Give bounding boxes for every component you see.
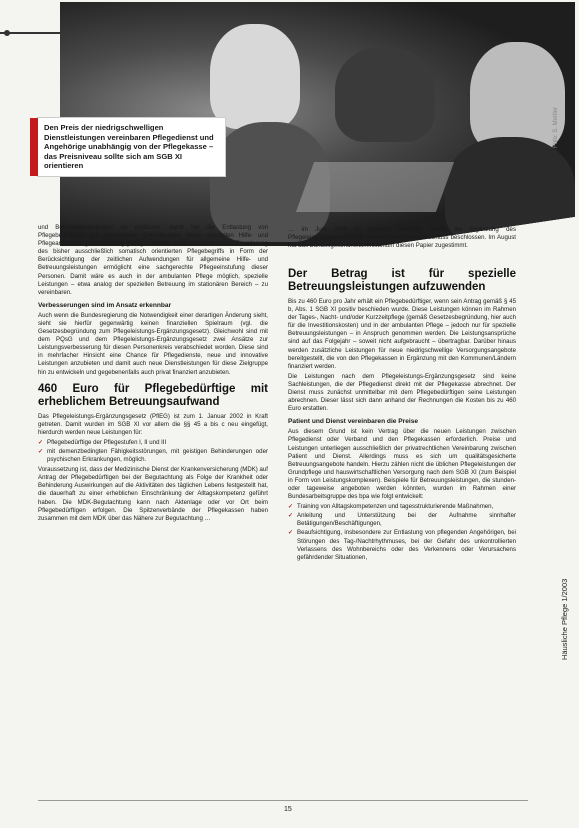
right-paragraph-3: Aus diesem Grund ist kein Vertrag über die neuen Leistungen zwischen Pflegedienst oder Verband und den Pflegekassen erforderlich. Preise und Leistungen unterliegen ausschließlich der privatrechtlichen Vereinbarung zwischen Patient und Dienst. Allerdings muss es sich um qualitätsgesicherte Betreuungsangebote handeln. Hierzu zählen nicht die üblichen Pflegeleistungen der Grundpflege und hauswirtschaftlichen Versorgung nach dem SGB XI (zum Beispiel in Form von Leistungskomplexen). Beispiele für Betreuungsleistungen, die stunden- oder tageweise angeboten werden könnten, wurden im Rahmen einer Bundesarbeitsgruppe des bpa wie folgt entwickelt: bbox=[288, 428, 516, 501]
list-item bbox=[288, 512, 516, 528]
right-column-top bbox=[288, 226, 516, 252]
right-column bbox=[288, 262, 516, 564]
right-subheading: Patient und Dienst vereinbaren die Preise bbox=[288, 418, 419, 426]
right-bullet-list bbox=[288, 503, 516, 562]
footer-rule bbox=[38, 800, 528, 801]
list-item bbox=[38, 439, 268, 447]
photo-person-3 bbox=[470, 42, 565, 152]
list-item bbox=[288, 529, 516, 561]
left-column bbox=[38, 224, 268, 525]
photo-person-2 bbox=[335, 47, 435, 142]
list-item-text: Pflegebedürftige der Pflegestufen I, II und III bbox=[47, 438, 167, 446]
right-paragraph-2: Die Leistungen nach dem Pflegeleistungs-Ergänzungsgesetz sind keine Sachleistungen, die der Pflegedienst direkt mit der Pflegekasse abrechnet. Der Dienst muss zunächst unmittelbar mit dem Pflegebedürftigen seine Leistungen abrechnen. Dieser lässt sich dann anhand der Rechnungen die Kosten bis zu 460 Euro erstatten. bbox=[288, 372, 516, 413]
page-number: 15 bbox=[284, 806, 292, 813]
list-item bbox=[38, 448, 268, 464]
list-item-text: Training von Alltagskompetenzen und tagesstrukturierende Maßnahmen, bbox=[297, 503, 494, 511]
right-paragraph-1: Bis zu 460 Euro pro Jahr erhält ein Pflegebedürftiger, wenn sein Antrag gemäß § 45 b, Abs. 1 SGB XI positiv beschieden wurde. Diese Leistungen können im Rahmen der Tages-, Nacht- und/oder Kurzzeitpflege (gemäß Gesetzesbegründung, hier auch für die Investitionskosten) und in der ambulanten Pflege – jedoch nur für spezielle Betreuungsleistungen – in Anspruch genommen werden. Die Leistungsansprüche sind auf das Folgejahr – soweit nicht aufgebraucht – übertragbar. Darüber hinaus werden zusätzliche Leistungen für neue niedrigschwellige Versorgungsangebote bereitgestellt, die von den Pflegekassen in Ergänzung mit den Kommunen/Ländern finanziert werden. bbox=[288, 298, 516, 370]
photo-person-1 bbox=[210, 24, 300, 129]
left-paragraph-1: Das Pflegeleistungs-Ergänzungsgesetz (PflEG) ist zum 1. Januar 2002 in Kraft getreten. Damit wurden im SGB XI vor allem die §§ 45 a bis c neu eingefügt, hierdurch werden neue Leistungen für: bbox=[38, 412, 268, 436]
list-item-text: Anleitung und Unterstützung bei der Aufnahme sinnhafter Betätigungen/Beschäftigungen, bbox=[297, 512, 516, 528]
left-subheading-1: Verbesserungen sind im Ansatz erkennbar bbox=[38, 301, 172, 309]
bullet-icon: ✓ bbox=[288, 529, 294, 537]
list-item-text: mit demenzbedingten Fähigkeitsstörungen, mit geistigen Behinderungen oder psychischen Erkrankungen, möglich. bbox=[47, 447, 268, 464]
corner-dot bbox=[4, 30, 10, 36]
bullet-icon: ✓ bbox=[38, 447, 44, 455]
bullet-icon: ✓ bbox=[38, 438, 44, 446]
photo-table bbox=[296, 162, 454, 212]
left-bullet-list bbox=[38, 439, 268, 464]
left-subtext-1: Auch wenn die Bundesregierung die Notwendigkeit einer derartigen Änderung sieht, sieht sie hierfür gegenwärtig keinen finanziellen Spielraum (vgl. die Gesetzesbegründung zum Pflegeleistungs-Ergänzungsgesetz). Gleichwohl sind mit dem PQsG und dem Pflegeleistungs-Ergänzungsgesetz zwei Ansätze zur Leistungsverbesserung für diesen Personenkreis verabschiedet worden. Diese sind in mehrfacher Hinsicht eine Chance für Pflegedienste, neue und innovative Leistungen anzubieten und damit auch neue Dienstleistungen für diese Zielgruppe hin zu entwickeln und gegebenenfalls auch privat finanziert anzubieten. bbox=[38, 311, 268, 376]
photo-caption: Den Preis der niedrigschwelligen Dienstleistungen vereinbaren Pflegedienst und Angehörige unabhängig von der Pflegekasse – das Preisniveau sollte sich am SGB XI orientieren bbox=[38, 118, 225, 176]
journal-name: Häusliche Pflege 1/2003 bbox=[560, 578, 569, 660]
bullet-icon: ✓ bbox=[288, 503, 294, 511]
right-top-text: … im Juni 2005 im Kabinett ebenfalls wurde die Ergänzung des Pflegeleistungsgesetzes mit einem Angleichungsbeschluss beschlossen. Im August hat das Bundesgesundheitsministerium diesen Papier zugestimmt. bbox=[288, 226, 516, 250]
right-heading: Der Betrag ist für spezielle Betreuungsleistungen aufzuwenden bbox=[288, 268, 516, 293]
list-item-text: Beaufsichtigung, insbesondere zur Entlastung von pflegenden Angehörigen, bei Störungen des Tag-/Nachtrhythmuses, bei der Gefahr des unkontrollierten Verlassens des Wohnbereichs oder des Verkennens oder Verursachens gefährdender Situationen, bbox=[297, 529, 516, 561]
left-paragraph-2: Voraussetzung ist, dass der Medizinische Dienst der Krankenversicherung (MDK) auf Antrag der Pflegebedürftigen bei der Begutachtung als Folge der Krankheit oder Behinderung Auswirkungen auf die Aktivitäten des täglichen Lebens festgestellt hat, die dauerhaft zu einer erheblichen Einschränkung der Alltagskompetenz geführt haben. Die MDK-Begutachtung kann nach Aktenlage oder vor Ort beim Pflegebedürftigen erfolgen. Die Spitzenverbände der Pflegekassen haben zusammen mit dem MDK über das Nähere zur Begutachtung … bbox=[38, 466, 268, 522]
left-heading: 460 Euro für Pflegebedürftige mit erheblichem Betreuungsaufwand bbox=[38, 382, 268, 408]
bullet-icon: ✓ bbox=[288, 512, 294, 520]
left-intro: und Betreuungsleistungen zu ergänzen, damit bei der Entlastung von Pflegebedürftigen mit dementiellen Erkrankungen deren speziellen Hilfe- und Pflegeanforderungen Rechnung getragen werden kann. Erst eine solche Erweiterung des bisher ausschließlich somatisch orientierten Pflegebegriffs in Form der Berücksichtigung der zeitlichen Aufwendungen für allgemeine Hilfe- und Betreuungsleistungen ermöglicht eine sachgerechte Pflegeeinstufung dieser Personen. Damit wäre es auch in der ambulanten Pflege möglich, spezielle Leistungen – etwa analog der speziellen Betreuung im stationären Bereich – zu vereinbaren. bbox=[38, 224, 268, 296]
photo-credit: Foto: S. Mettler bbox=[553, 106, 559, 148]
list-item bbox=[288, 503, 516, 511]
